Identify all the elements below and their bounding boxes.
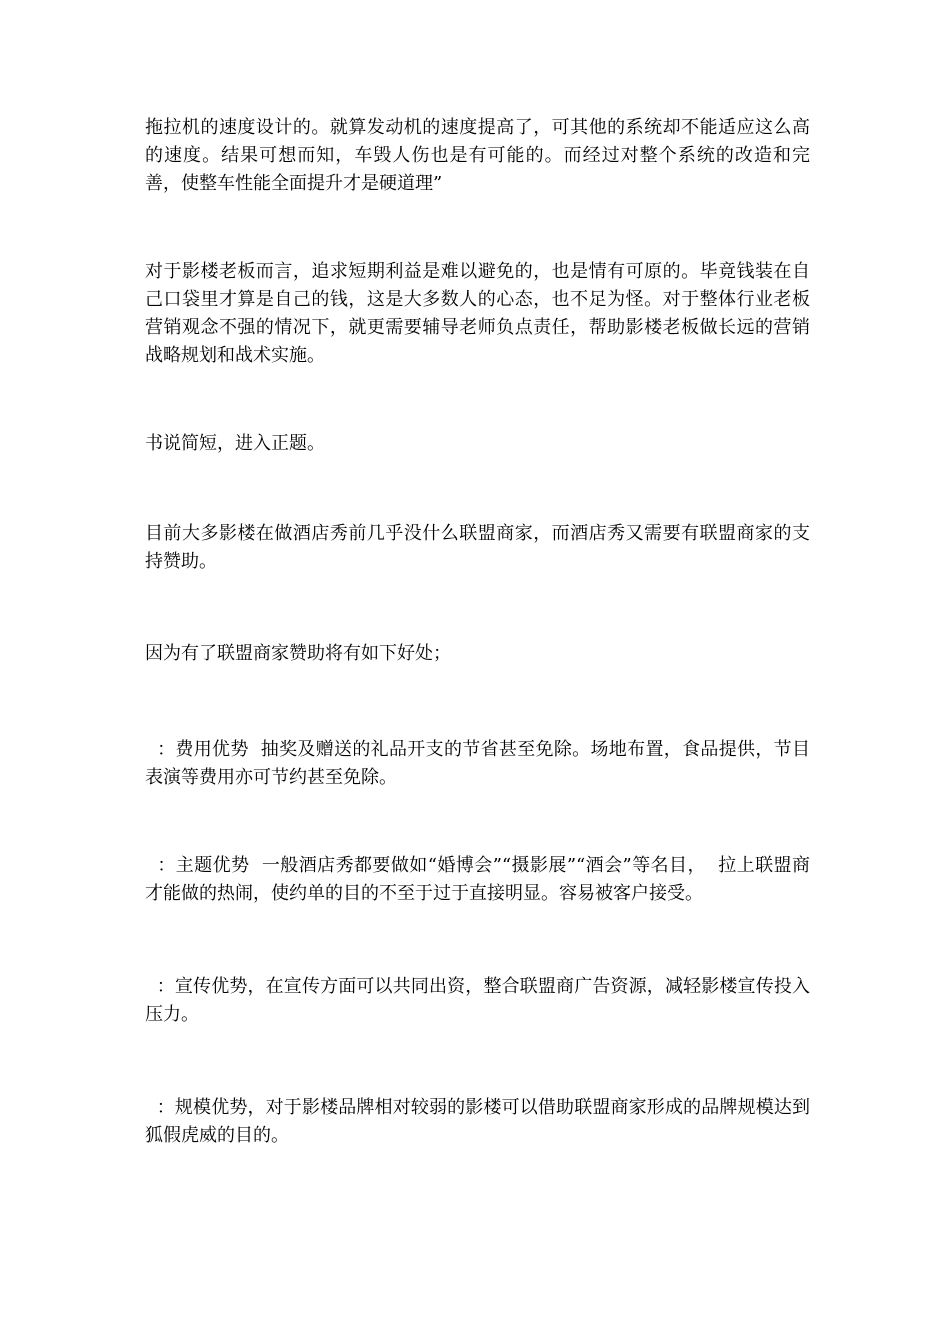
paragraph-studio-owner: 对于影楼老板而言，追求短期利益是难以避免的，也是情有可原的。毕竟钱装在自己口袋里才算是自己的钱，这是大多数人的心态，也不足为怪。对于整体行业老板营销观念不强的情况下，就更需要辅导老师负点责任，帮助影楼老板做长远的营销战略规划和战术实施。 bbox=[145, 261, 810, 366]
paragraph-alliance-merchants: 目前大多影楼在做酒店秀前几乎没什么联盟商家，而酒店秀又需要有联盟商家的支持赞助。 bbox=[145, 523, 810, 572]
benefit-scale-advantage: ：规模优势，对于影楼品牌相对较弱的影楼可以借助联盟商家形成的品牌规模达到狐假虎威的目的。 bbox=[145, 1097, 810, 1146]
paragraph-benefits-intro: 因为有了联盟商家赞助将有如下好处； bbox=[145, 643, 451, 664]
paragraph-transition: 书说简短，进入正题。 bbox=[145, 433, 325, 454]
benefit-cost-advantage: ：费用优势 抽奖及赠送的礼品开支的节省甚至免除。场地布置，食品提供，节目表演等费用亦可节约甚至免除。 bbox=[145, 739, 810, 788]
benefit-theme-advantage: ：主题优势 一般酒店秀都要做如“婚博会”“摄影展”“酒会”等名目， 拉上联盟商才能做的热闹，使约单的目的不至于过于直接明显。容易被客户接受。 bbox=[145, 855, 810, 904]
paragraph-tractor-analogy: 拖拉机的速度设计的。就算发动机的速度提高了，可其他的系统却不能适应这么高的速度。结果可想而知，车毁人伤也是有可能的。而经过对整个系统的改造和完善，使整车性能全面提升才是硬道理” bbox=[145, 117, 810, 194]
benefit-promotion-advantage: ：宣传优势，在宣传方面可以共同出资，整合联盟商广告资源，减轻影楼宣传投入压力。 bbox=[145, 976, 810, 1025]
